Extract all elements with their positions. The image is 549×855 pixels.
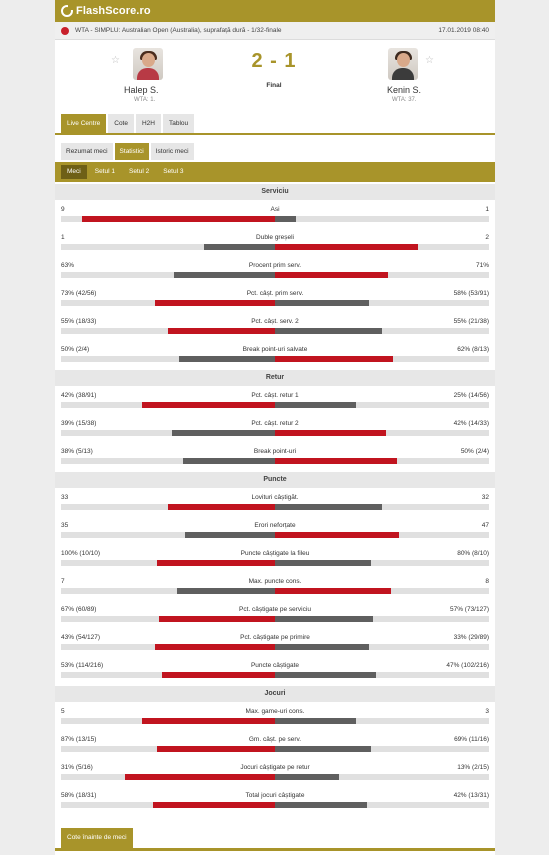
stat-row	[55, 760, 495, 788]
away-stat-value: 42% (13/31)	[453, 792, 489, 799]
away-stat-bar	[275, 244, 489, 250]
home-stat-value: 58% (18/31)	[61, 792, 97, 799]
away-stat-bar	[275, 356, 489, 362]
home-stat-bar-fill	[142, 402, 275, 408]
match-datetime: 17.01.2019 08:40	[438, 27, 489, 34]
home-stat-bar	[61, 402, 275, 408]
home-stat-value: 55% (18/33)	[61, 318, 97, 325]
favorite-star-icon[interactable]: ☆	[425, 55, 434, 66]
stat-row	[55, 732, 495, 760]
away-stat-bar	[275, 672, 489, 678]
home-stat-bar	[61, 430, 275, 436]
away-player-name[interactable]: Kenin S.	[387, 85, 422, 95]
home-stat-bar	[61, 244, 275, 250]
stat-label: Lovituri câștigăt.	[251, 494, 299, 501]
home-stat-bar	[61, 588, 275, 594]
away-stat-bar-fill	[275, 458, 397, 464]
home-stat-value: 67% (60/89)	[61, 606, 97, 613]
stat-row	[55, 490, 495, 518]
flashscore-logo-icon[interactable]	[61, 5, 73, 17]
stat-row	[55, 314, 495, 342]
away-stat-value: 33% (29/89)	[453, 634, 489, 641]
away-stat-value: 69% (11/16)	[454, 736, 489, 743]
away-stat-bar-fill	[275, 560, 371, 566]
away-stat-value: 8	[485, 578, 489, 585]
home-stat-value: 87% (13/15)	[61, 736, 97, 743]
away-stat-bar-fill	[275, 616, 373, 622]
away-stat-bar	[275, 458, 489, 464]
home-stat-bar-fill	[185, 532, 275, 538]
home-stat-value: 5	[61, 708, 65, 715]
home-player-rank: WTA: 1.	[134, 97, 156, 103]
stat-label: Total jocuri câștigate	[245, 792, 305, 799]
away-stat-bar	[275, 430, 489, 436]
away-stat-bar-fill	[275, 718, 356, 724]
home-stat-bar-fill	[183, 458, 275, 464]
stat-label: Pct. câșt. retur 2	[251, 420, 299, 427]
brand-name[interactable]: FlashScore.ro	[76, 5, 151, 17]
stat-label: Pct. câșt. prim serv.	[246, 290, 304, 297]
home-stat-value: 38% (5/13)	[61, 448, 93, 455]
away-stat-value: 55% (21/38)	[453, 318, 489, 325]
home-stat-bar-fill	[157, 746, 275, 752]
stat-label: Puncte câștigate	[250, 662, 300, 669]
away-stat-bar	[275, 532, 489, 538]
home-stat-bar	[61, 356, 275, 362]
home-stat-bar	[61, 328, 275, 334]
home-stat-bar	[61, 802, 275, 808]
stat-row	[55, 444, 495, 472]
stat-label: Pct. câștigate pe primire	[240, 634, 310, 641]
statistics-table	[55, 184, 495, 816]
home-stat-bar	[61, 300, 275, 306]
stat-label: Max. puncte cons.	[248, 578, 302, 585]
home-stat-bar-fill	[125, 774, 275, 780]
period-set-1[interactable]: Setul 1	[94, 168, 115, 175]
home-stat-bar	[61, 532, 275, 538]
home-stat-bar-fill	[157, 560, 275, 566]
stat-label: Asi	[270, 206, 280, 213]
away-stat-bar-fill	[275, 802, 367, 808]
away-stat-bar	[275, 402, 489, 408]
match-score: 2 - 1	[251, 50, 297, 72]
divider	[55, 133, 495, 135]
away-stat-value: 42% (14/33)	[453, 420, 489, 427]
away-stat-bar	[275, 774, 489, 780]
away-stat-value: 13% (2/15)	[457, 764, 489, 771]
away-player-avatar[interactable]	[388, 48, 418, 80]
home-stat-bar	[61, 774, 275, 780]
stat-label: Pct. câșt. serv. 2	[251, 318, 299, 325]
away-player-rank: WTA: 37.	[392, 97, 417, 103]
home-stat-value: 39% (15/38)	[61, 420, 97, 427]
home-stat-bar-fill	[179, 356, 275, 362]
away-stat-bar	[275, 328, 489, 334]
period-bar	[55, 162, 495, 182]
home-stat-value: 31% (5/16)	[61, 764, 93, 771]
tab-live-centre[interactable]: Live Centre	[61, 114, 106, 133]
away-stat-bar-fill	[275, 644, 369, 650]
home-stat-bar	[61, 458, 275, 464]
top-bar	[55, 0, 495, 22]
match-status: Final	[266, 82, 282, 89]
section-header: Puncte	[55, 472, 495, 488]
stat-row	[55, 602, 495, 630]
home-stat-bar-fill	[177, 588, 275, 594]
home-stat-bar	[61, 272, 275, 278]
away-stat-bar-fill	[275, 532, 399, 538]
home-stat-value: 35	[61, 522, 69, 529]
period-set-3[interactable]: Setul 3	[163, 168, 184, 175]
stat-row	[55, 342, 495, 370]
away-stat-bar-fill	[275, 504, 382, 510]
stat-row	[55, 388, 495, 416]
home-stat-value: 53% (114/216)	[61, 662, 104, 669]
home-stat-bar-fill	[155, 300, 275, 306]
stat-row	[55, 230, 495, 258]
away-stat-value: 3	[485, 708, 489, 715]
main-tabs	[61, 114, 196, 133]
stat-label: Pct. câșt. retur 1	[251, 392, 299, 399]
away-stat-bar-fill	[275, 244, 418, 250]
home-stat-value: 73% (42/56)	[61, 290, 97, 297]
section-header: Retur	[55, 370, 495, 386]
away-stat-bar	[275, 718, 489, 724]
stat-label: Break point-uri salvate	[242, 346, 308, 353]
home-stat-value: 1	[61, 234, 65, 241]
away-stat-bar	[275, 272, 489, 278]
stat-label: Erori neforțate	[254, 522, 296, 529]
home-stat-bar	[61, 504, 275, 510]
stat-row	[55, 788, 495, 816]
tab-odds[interactable]: Cote	[108, 114, 134, 133]
home-player-avatar[interactable]	[133, 48, 163, 80]
away-stat-bar	[275, 802, 489, 808]
away-stat-value: 47% (102/216)	[446, 662, 489, 669]
home-stat-value: 50% (2/4)	[61, 346, 90, 353]
away-stat-value: 32	[481, 494, 489, 501]
away-stat-value: 47	[481, 522, 489, 529]
pre-match-odds-button[interactable]: Cote înainte de meci	[61, 828, 133, 848]
stat-row	[55, 546, 495, 574]
home-stat-bar-fill	[82, 216, 275, 222]
home-stat-bar-fill	[168, 504, 275, 510]
section-header: Serviciu	[55, 184, 495, 200]
stat-row	[55, 658, 495, 686]
home-stat-bar-fill	[155, 644, 275, 650]
divider	[55, 848, 495, 851]
home-stat-bar	[61, 672, 275, 678]
away-stat-bar-fill	[275, 300, 369, 306]
home-stat-bar-fill	[159, 616, 275, 622]
away-stat-value: 57% (73/127)	[449, 606, 489, 613]
stat-label: Puncte câștigate la fileu	[240, 550, 310, 557]
stat-row	[55, 630, 495, 658]
away-stat-bar-fill	[275, 672, 376, 678]
away-stat-value: 80% (8/10)	[457, 550, 489, 557]
away-stat-bar-fill	[275, 272, 388, 278]
away-stat-bar-fill	[275, 774, 339, 780]
home-stat-bar	[61, 216, 275, 222]
away-stat-value: 25% (14/56)	[453, 392, 489, 399]
stat-label: Procent prim serv.	[248, 262, 302, 269]
stat-label: Break point-uri	[253, 448, 297, 455]
away-stat-value: 71%	[475, 262, 489, 269]
away-stat-value: 50% (2/4)	[460, 448, 489, 455]
tab-statistics[interactable]: Statistici	[115, 143, 149, 160]
home-stat-bar	[61, 644, 275, 650]
tournament-title[interactable]: WTA - SIMPLU: Australian Open (Australia), suprafață dură - 1/32-finale	[75, 27, 282, 34]
tab-h2h[interactable]: H2H	[136, 114, 161, 133]
favorite-star-icon[interactable]: ☆	[111, 55, 120, 66]
home-stat-value: 100% (10/10)	[61, 550, 101, 557]
home-stat-value: 63%	[61, 262, 75, 269]
home-stat-bar-fill	[142, 718, 275, 724]
home-stat-bar	[61, 616, 275, 622]
home-stat-value: 9	[61, 206, 65, 213]
away-stat-bar-fill	[275, 216, 296, 222]
stat-row	[55, 202, 495, 230]
home-stat-value: 42% (38/91)	[61, 392, 97, 399]
away-stat-bar	[275, 216, 489, 222]
away-stat-value: 1	[485, 206, 489, 213]
stat-row	[55, 574, 495, 602]
section-header: Jocuri	[55, 686, 495, 702]
home-stat-bar-fill	[174, 272, 275, 278]
away-stat-bar	[275, 616, 489, 622]
home-stat-bar-fill	[162, 672, 275, 678]
away-stat-bar	[275, 746, 489, 752]
stat-row	[55, 704, 495, 732]
home-stat-bar	[61, 746, 275, 752]
tab-draw[interactable]: Tablou	[163, 114, 194, 133]
home-stat-bar-fill	[153, 802, 275, 808]
away-stat-bar	[275, 588, 489, 594]
stat-row	[55, 286, 495, 314]
home-stat-value: 33	[61, 494, 69, 501]
tournament-header	[55, 22, 495, 40]
home-stat-value: 43% (54/127)	[61, 634, 101, 641]
away-stat-bar-fill	[275, 328, 382, 334]
away-stat-value: 58% (53/91)	[453, 290, 489, 297]
home-player-name[interactable]: Halep S.	[124, 85, 159, 95]
away-stat-bar-fill	[275, 746, 371, 752]
stat-label: Max. game-uri cons.	[245, 708, 305, 715]
home-stat-bar	[61, 718, 275, 724]
away-stat-bar-fill	[275, 402, 356, 408]
away-stat-bar-fill	[275, 588, 391, 594]
away-stat-bar	[275, 644, 489, 650]
page	[55, 0, 495, 855]
away-stat-bar	[275, 560, 489, 566]
home-stat-bar-fill	[168, 328, 275, 334]
away-stat-value: 2	[485, 234, 489, 241]
stat-label: Gm. câșt. pe serv.	[248, 736, 302, 743]
away-stat-bar	[275, 300, 489, 306]
flag-icon	[61, 27, 69, 35]
stat-row	[55, 416, 495, 444]
away-stat-value: 62% (8/13)	[457, 346, 489, 353]
stat-label: Duble greșeli	[256, 234, 294, 241]
tab-match-history[interactable]: Istoric meci	[151, 143, 194, 160]
stat-label: Jocuri câștigate pe retur	[240, 764, 310, 771]
tab-match-summary[interactable]: Rezumat meci	[61, 143, 113, 160]
period-match[interactable]: Meci	[61, 165, 87, 179]
away-stat-bar-fill	[275, 356, 393, 362]
period-set-2[interactable]: Setul 2	[128, 168, 150, 175]
away-stat-bar-fill	[275, 430, 386, 436]
sub-tabs	[61, 143, 196, 160]
home-stat-bar-fill	[172, 430, 275, 436]
home-stat-value: 7	[61, 578, 65, 585]
home-stat-bar	[61, 560, 275, 566]
stat-label: Pct. câștigate pe serviciu	[239, 606, 311, 613]
stat-row	[55, 258, 495, 286]
stat-row	[55, 518, 495, 546]
home-stat-bar-fill	[204, 244, 275, 250]
away-stat-bar	[275, 504, 489, 510]
